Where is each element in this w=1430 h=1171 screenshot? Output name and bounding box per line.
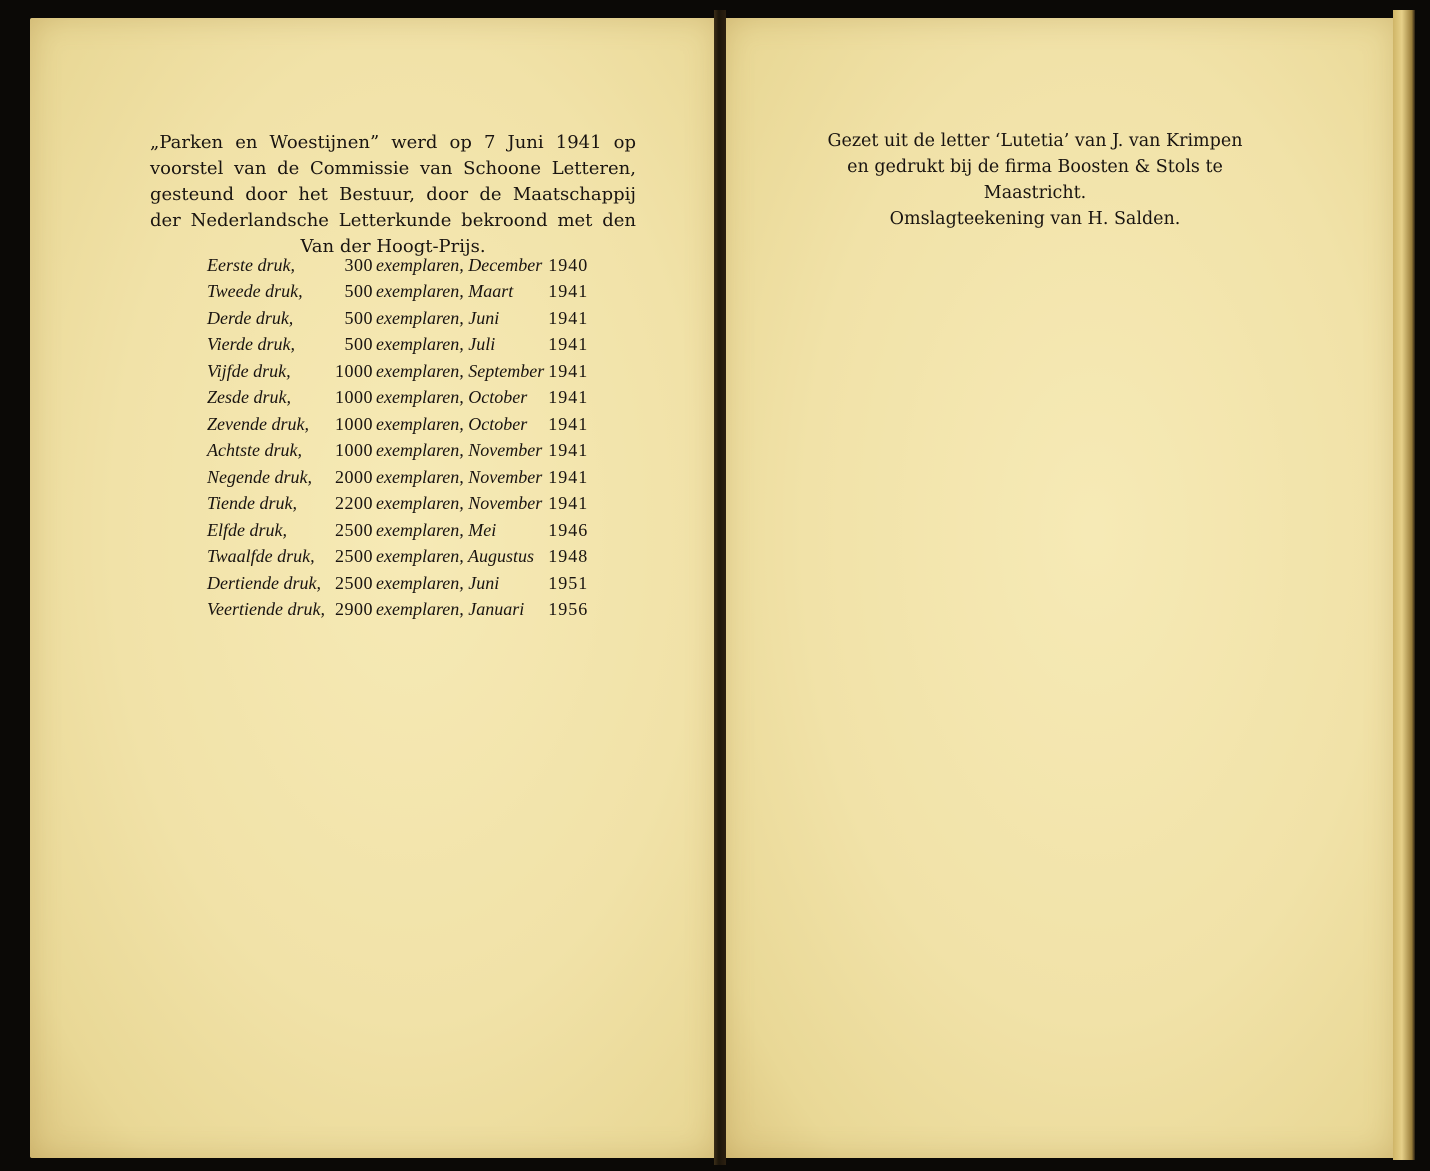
copies-month: exemplaren, November [376, 440, 543, 461]
edition-label: Vierde druk, [207, 334, 295, 355]
edition-label: Derde druk, [207, 307, 294, 328]
print-run-row [207, 358, 588, 385]
print-run-row [207, 544, 588, 571]
print-run-row [207, 491, 588, 518]
print-year: 1941 [548, 493, 589, 514]
print-year: 1956 [548, 599, 589, 620]
print-year: 1940 [548, 254, 589, 275]
copies-month: exemplaren, December [376, 254, 543, 275]
copies-count: 1000 [335, 360, 373, 381]
copies-count: 2200 [335, 493, 373, 514]
edition-label: Vijfde druk, [207, 360, 291, 381]
edition-label: Tiende druk, [207, 493, 297, 514]
print-year: 1941 [548, 334, 589, 355]
print-run-row [207, 385, 588, 412]
copies-month: exemplaren, Juli [376, 334, 496, 355]
print-run-row [207, 597, 588, 624]
print-run-row [207, 464, 588, 491]
print-year: 1941 [548, 440, 589, 461]
print-run-row [207, 438, 588, 465]
print-year: 1951 [548, 572, 589, 593]
print-year: 1946 [548, 519, 589, 540]
print-year: 1941 [548, 413, 589, 434]
copies-count: 500 [344, 334, 373, 355]
copies-month: exemplaren, Mei [376, 519, 497, 540]
edition-label: Veertiende druk, [207, 599, 325, 620]
copies-count: 1000 [335, 440, 373, 461]
print-year: 1941 [548, 466, 589, 487]
edition-label: Dertiende druk, [207, 572, 321, 593]
print-year: 1941 [548, 387, 589, 408]
copies-count: 300 [344, 254, 373, 275]
colophon-text: „Parken en Woestijnen” werd op 7 Juni 1941 op voorstel van de Commissie van Schoone Letteren, gesteund door het Bestuur, door de Maatschappij der Nederlandsche Letterkunde bekroond met den Van der Hoogt-Prijs. [150, 132, 636, 257]
book-gutter [714, 10, 726, 1165]
printer-note [800, 128, 1270, 232]
print-year: 1941 [548, 281, 589, 302]
copies-count: 2500 [335, 519, 373, 540]
print-run-row [207, 332, 588, 359]
edition-label: Eerste druk, [207, 254, 295, 275]
copies-month: exemplaren, November [376, 493, 543, 514]
copies-month: exemplaren, September [376, 360, 545, 381]
copies-month: exemplaren, October [376, 387, 528, 408]
copies-month: exemplaren, Juni [376, 572, 500, 593]
copies-month: exemplaren, Augustus [376, 546, 534, 567]
copies-count: 500 [344, 307, 373, 328]
print-run-row [207, 411, 588, 438]
printer-line: en gedrukt bij de firma Boosten & Stols te Maastricht. [847, 157, 1223, 203]
print-year: 1941 [548, 307, 589, 328]
edition-label: Zesde druk, [207, 387, 291, 408]
edition-label: Elfde druk, [207, 519, 287, 540]
copies-count: 2500 [335, 546, 373, 567]
copies-count: 1000 [335, 387, 373, 408]
print-run-row [207, 305, 588, 332]
edition-label: Achtste druk, [207, 440, 302, 461]
copies-month: exemplaren, November [376, 466, 543, 487]
edition-label: Zevende druk, [207, 413, 309, 434]
print-run-row [207, 279, 588, 306]
edition-label: Twaalfde druk, [207, 546, 315, 567]
copies-count: 2000 [335, 466, 373, 487]
print-runs-table [207, 252, 588, 623]
copies-month: exemplaren, Juni [376, 307, 500, 328]
print-year: 1941 [548, 360, 589, 381]
copies-month: exemplaren, October [376, 413, 528, 434]
print-run-row [207, 517, 588, 544]
copies-count: 1000 [335, 413, 373, 434]
copies-count: 2500 [335, 572, 373, 593]
print-year: 1948 [548, 546, 589, 567]
copies-month: exemplaren, Januari [376, 599, 525, 620]
print-run-row [207, 570, 588, 597]
copies-count: 2900 [335, 599, 373, 620]
copies-month: exemplaren, Maart [376, 281, 514, 302]
print-run-row [207, 252, 588, 279]
page-edge [1393, 10, 1415, 1160]
printer-line: Omslagteekening van H. Salden. [889, 209, 1181, 229]
edition-label: Tweede druk, [207, 281, 303, 302]
printer-line: Gezet uit de letter ‘Lutetia’ van J. van Krimpen [827, 131, 1243, 151]
copies-count: 500 [344, 281, 373, 302]
edition-label: Negende druk, [207, 466, 312, 487]
